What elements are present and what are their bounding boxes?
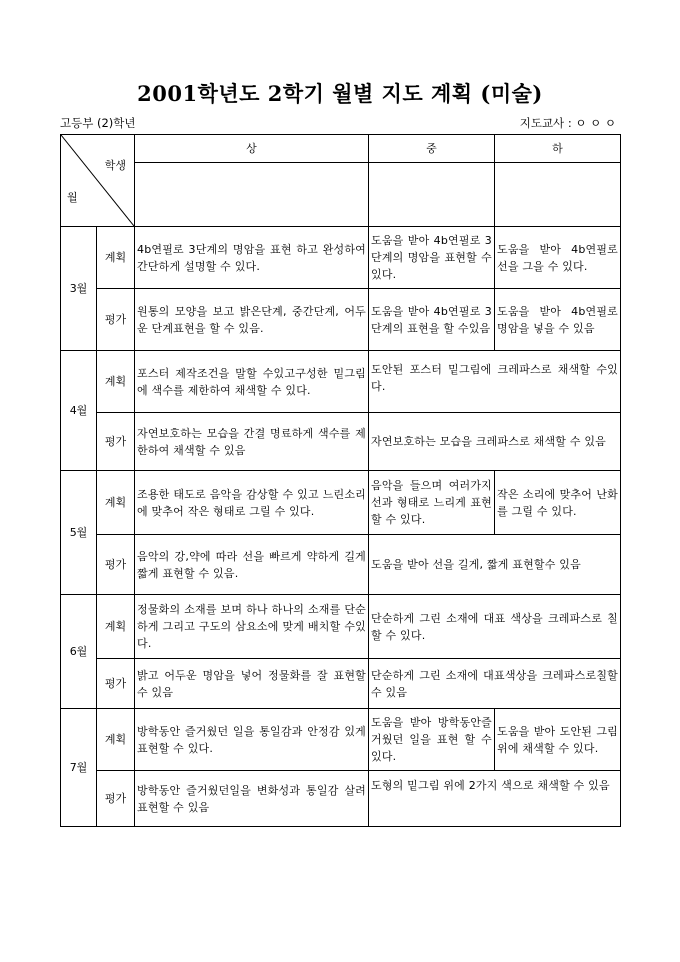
table-row (61, 351, 621, 413)
eval-label: 평가 (97, 771, 135, 827)
table-row (61, 659, 621, 709)
month-cell: 6월 (61, 595, 97, 709)
plan-label: 계획 (97, 227, 135, 289)
student-cell-high (135, 163, 369, 227)
plan-high: 방학동안 즐거웠던 일을 통일감과 안정감 있게 표현할 수 있다. (135, 709, 369, 771)
month-cell: 3월 (61, 227, 97, 351)
eval-label: 평가 (97, 413, 135, 471)
table-row (61, 227, 621, 289)
plan-label: 계획 (97, 351, 135, 413)
plan-low: 작은 소리에 맞추어 난화를 그릴 수 있다. (495, 471, 621, 535)
eval-high: 원통의 모양을 보고 밝은단계, 중간단계, 어두운 단계표현을 할 수 있음. (135, 289, 369, 351)
table-row (61, 535, 621, 595)
table-row (61, 771, 621, 827)
eval-low: 도움을 받아 4b연필로 명암을 넣을 수 있음 (495, 289, 621, 351)
plan-mid-low: 단순하게 그린 소재에 대표 색상을 크레파스로 칠할 수 있다. (369, 595, 621, 659)
plan-mid: 음악을 들으며 여러가지 선과 형태로 느리게 표현할 수 있다. (369, 471, 495, 535)
plan-high: 조용한 태도로 음악을 감상할 수 있고 느린소리에 맞추어 작은 형태로 그릴 수 있다. (135, 471, 369, 535)
table-row (61, 289, 621, 351)
eval-mid-low: 단순하게 그린 소재에 대표색상을 크레파스로칠할 수 있음 (369, 659, 621, 709)
monthly-plan-table (60, 134, 621, 827)
eval-label: 평가 (97, 535, 135, 595)
month-cell: 7월 (61, 709, 97, 827)
plan-mid-low: 도안된 포스터 밑그림에 크레파스로 채색할 수있다. (369, 351, 621, 413)
eval-label: 평가 (97, 659, 135, 709)
plan-mid: 도움을 받아 4b연필로 3단계의 명암을 표현할 수 있다. (369, 227, 495, 289)
level-header-mid: 중 (369, 135, 495, 163)
info-line (60, 115, 620, 131)
plan-label: 계획 (97, 595, 135, 659)
month-cell: 4월 (61, 351, 97, 471)
table-row (61, 471, 621, 535)
plan-label: 계획 (97, 471, 135, 535)
corner-student-label: 학생 (104, 159, 126, 172)
student-cell-mid (369, 163, 495, 227)
student-names-row (61, 163, 621, 227)
eval-high: 밝고 어두운 명암을 넣어 정물화를 잘 표현할 수 있음 (135, 659, 369, 709)
eval-high: 방학동안 즐거웠던일을 변화성과 통일감 살려 표현할 수 있음 (135, 771, 369, 827)
teacher-label: 지도교사 : ㅇ ㅇ ㅇ (519, 116, 616, 130)
month-cell: 5월 (61, 471, 97, 595)
eval-mid-low: 도형의 밑그림 위에 2가지 색으로 채색할 수 있음 (369, 771, 621, 827)
eval-mid: 도움을 받아 4b연필로 3단계의 표현을 할 수있음 (369, 289, 495, 351)
header-row (61, 135, 621, 163)
corner-month-label: 월 (67, 191, 78, 204)
eval-mid-low: 도움을 받아 선을 길게, 짧게 표현할수 있음 (369, 535, 621, 595)
table-row (61, 709, 621, 771)
plan-low: 도움을 받아 도안된 그림 위에 채색할 수 있다. (495, 709, 621, 771)
plan-mid: 도움을 받아 방학동안즐거웠던 일을 표현 할 수 있다. (369, 709, 495, 771)
level-header-low: 하 (495, 135, 621, 163)
plan-high: 정물화의 소재를 보며 하나 하나의 소재를 단순하게 그리고 구도의 삼요소에 맞게 배치할 수있다. (135, 595, 369, 659)
eval-high: 자연보호하는 모습을 간결 명료하게 색수를 제한하여 채색할 수 있음 (135, 413, 369, 471)
eval-label: 평가 (97, 289, 135, 351)
eval-mid-low: 자연보호하는 모습을 크레파스로 채색할 수 있음 (369, 413, 621, 471)
eval-high: 음악의 강,약에 따라 선을 빠르게 약하게 길게 짧게 표현할 수 있음. (135, 535, 369, 595)
page-title: 2001학년도 2학기 월별 지도 계획 (미술) (137, 81, 543, 106)
plan-high: 4b연필로 3단계의 명암을 표현 하고 완성하여 간단하게 설명할 수 있다. (135, 227, 369, 289)
table-row (61, 595, 621, 659)
student-cell-low (495, 163, 621, 227)
plan-low: 도움을 받아 4b연필로 선을 그을 수 있다. (495, 227, 621, 289)
diagonal-line (61, 135, 134, 226)
plan-high: 포스터 제작조건을 말할 수있고구성한 밑그림에 색수를 제한하여 채색할 수 있다. (135, 351, 369, 413)
level-header-high: 상 (135, 135, 369, 163)
table-row (61, 413, 621, 471)
corner-header-cell (61, 135, 135, 227)
grade-label: 고등부 (2)학년 (60, 116, 136, 130)
plan-label: 계획 (97, 709, 135, 771)
